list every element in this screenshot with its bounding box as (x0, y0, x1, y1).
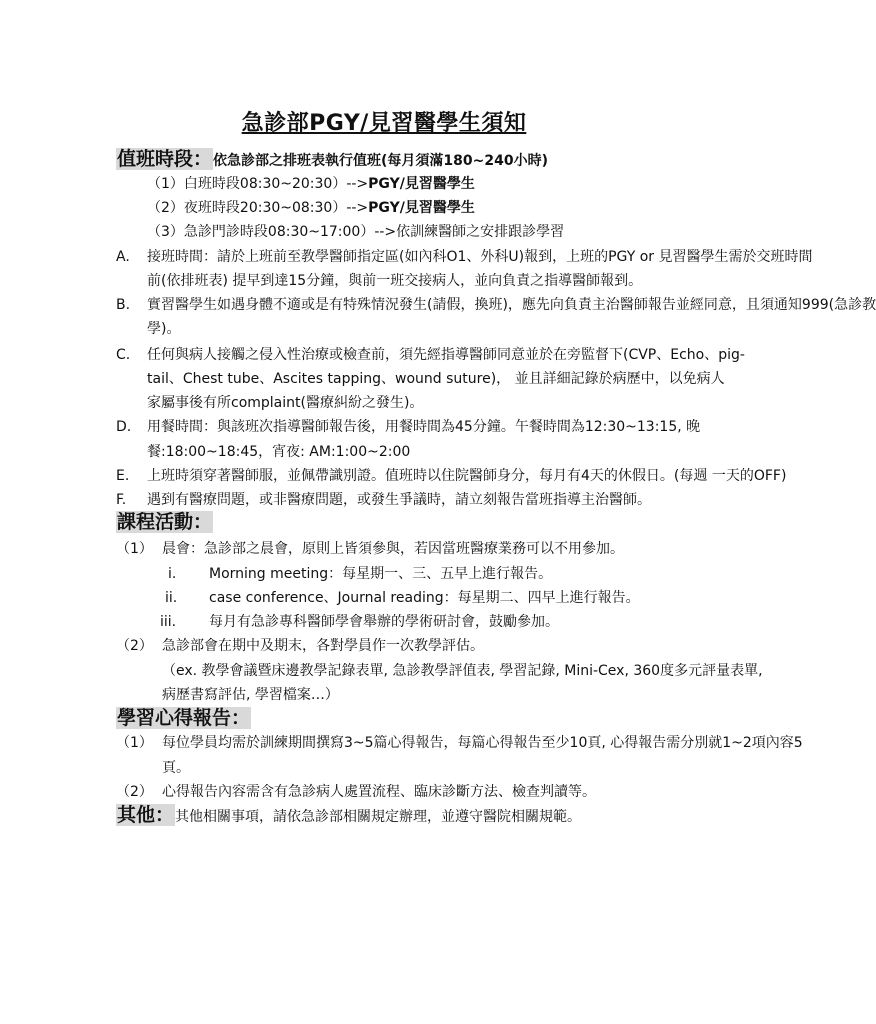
list-item-text: 用餐時間：與該班次指導醫師報告後，用餐時間為45分鐘。午餐時間為12:30~13:15, 晚 (147, 419, 701, 435)
list-item-text: 家屬事後有所complaint(醫療糾紛之發生)。 (147, 395, 424, 411)
list-item-text: 接班時間：請於上班前至教學醫師指定區(如內科O1、外科U)報到，上班的PGY or 見習醫學生需於交班時間 (147, 249, 813, 265)
list-item-text: 心得報告內容需含有急診病人處置流程、臨床診斷方法、檢查判讀等。 (162, 784, 596, 800)
list-item-label: C. (116, 347, 131, 363)
list-item-text: 前(依排班表) 提早到達15分鐘，與前一班交接病人，並向負責之指導醫師報到。 (147, 273, 643, 289)
example-text: （ex. 教學會議暨床邊教學記錄表單, 急診教學評值表, 學習記錄, Mini-Cex, 360度多元評量表單, (162, 663, 763, 679)
shift-line: （2）夜班時段20:30~08:30）-->PGY/見習醫學生 (147, 200, 475, 216)
list-item-label: （1） (116, 735, 153, 751)
list-item-text: 遇到有醫療問題，或非醫療問題，或發生爭議時，請立刻報告當班指導主治醫師。 (147, 492, 651, 508)
list-item-text: 實習醫學生如遇身體不適或是有特殊情況發生(請假，換班)，應先向負責主治醫師報告並經同意，且須通知999(急診教 (147, 297, 876, 313)
list-item-label: （2） (116, 638, 153, 654)
sublist-label: i. (168, 566, 177, 582)
sublist-text: Morning meeting：每星期一、三、五早上進行報告。 (209, 566, 553, 582)
list-item-text: tail、Chest tube、Ascites tapping、wound suture)， 並且詳細記錄於病歷中，以免病人 (147, 371, 725, 387)
section-heading-reports: 學習心得報告： (117, 707, 251, 729)
section-2-line (116, 513, 213, 533)
list-item-text: 急診部會在期中及期末，各對學員作一次教學評估。 (162, 638, 484, 654)
list-item-label: （2） (116, 784, 153, 800)
section-3-line (116, 709, 251, 729)
section-other-text: 其他相關事項，請依急診部相關規定辦理，並遵守醫院相關規範。 (175, 809, 582, 825)
list-item-label: F. (116, 492, 127, 508)
section-1-line (116, 150, 548, 170)
shift-line: （1）白班時段08:30~20:30）-->PGY/見習醫學生 (147, 176, 475, 192)
list-item-label: E. (116, 468, 130, 484)
section-heading-courses: 課程活動： (117, 511, 213, 533)
example-text: 病歷書寫評估, 學習檔案…） (162, 687, 339, 703)
sublist-text: case conference、Journal reading：每星期二、四早上進行報告。 (209, 590, 640, 606)
list-item-label: B. (116, 297, 131, 313)
list-item-text: 任何與病人接觸之侵入性治療或檢查前，須先經指導醫師同意並於在旁監督下(CVP、Echo、pig- (147, 347, 745, 363)
sublist-label: ii. (165, 590, 178, 606)
shift-line: （3）急診門診時段08:30~17:00）-->依訓練醫師之安排跟診學習 (147, 224, 565, 240)
list-item-text: 學)。 (147, 321, 181, 337)
section-heading-other: 其他： (117, 804, 175, 826)
section-heading-shifts: 值班時段： (117, 148, 213, 170)
list-item-text: 上班時須穿著醫師服，並佩帶識別證。值班時以住院醫師身分，每月有4天的休假日。(每週 一天的OFF) (147, 468, 787, 484)
list-item-text: 每位學員均需於訓練期間撰寫3~5篇心得報告，每篇心得報告至少10頁, 心得報告需分別就1~2項內容5 (162, 735, 803, 751)
list-item-label: A. (116, 249, 130, 265)
list-item-label: （1） (116, 541, 153, 557)
list-item-text: 晨會：急診部之晨會，原則上皆須參與，若因當班醫療業務可以不用參加。 (162, 541, 624, 557)
list-item-text: 餐:18:00~18:45，宵夜: AM:1:00~2:00 (147, 444, 411, 460)
list-item-label: D. (116, 419, 132, 435)
section-4-line (116, 806, 581, 826)
sublist-text: 每月有急診專科醫師學會舉辦的學術研討會，鼓勵參加。 (209, 614, 559, 630)
document-title: 急診部PGY/見習醫學生須知 (241, 111, 527, 136)
list-item-text: 頁。 (162, 760, 190, 776)
section-intro: 依急診部之排班表執行值班(每月須滿180~240小時) (213, 153, 548, 169)
sublist-label: iii. (160, 614, 177, 630)
